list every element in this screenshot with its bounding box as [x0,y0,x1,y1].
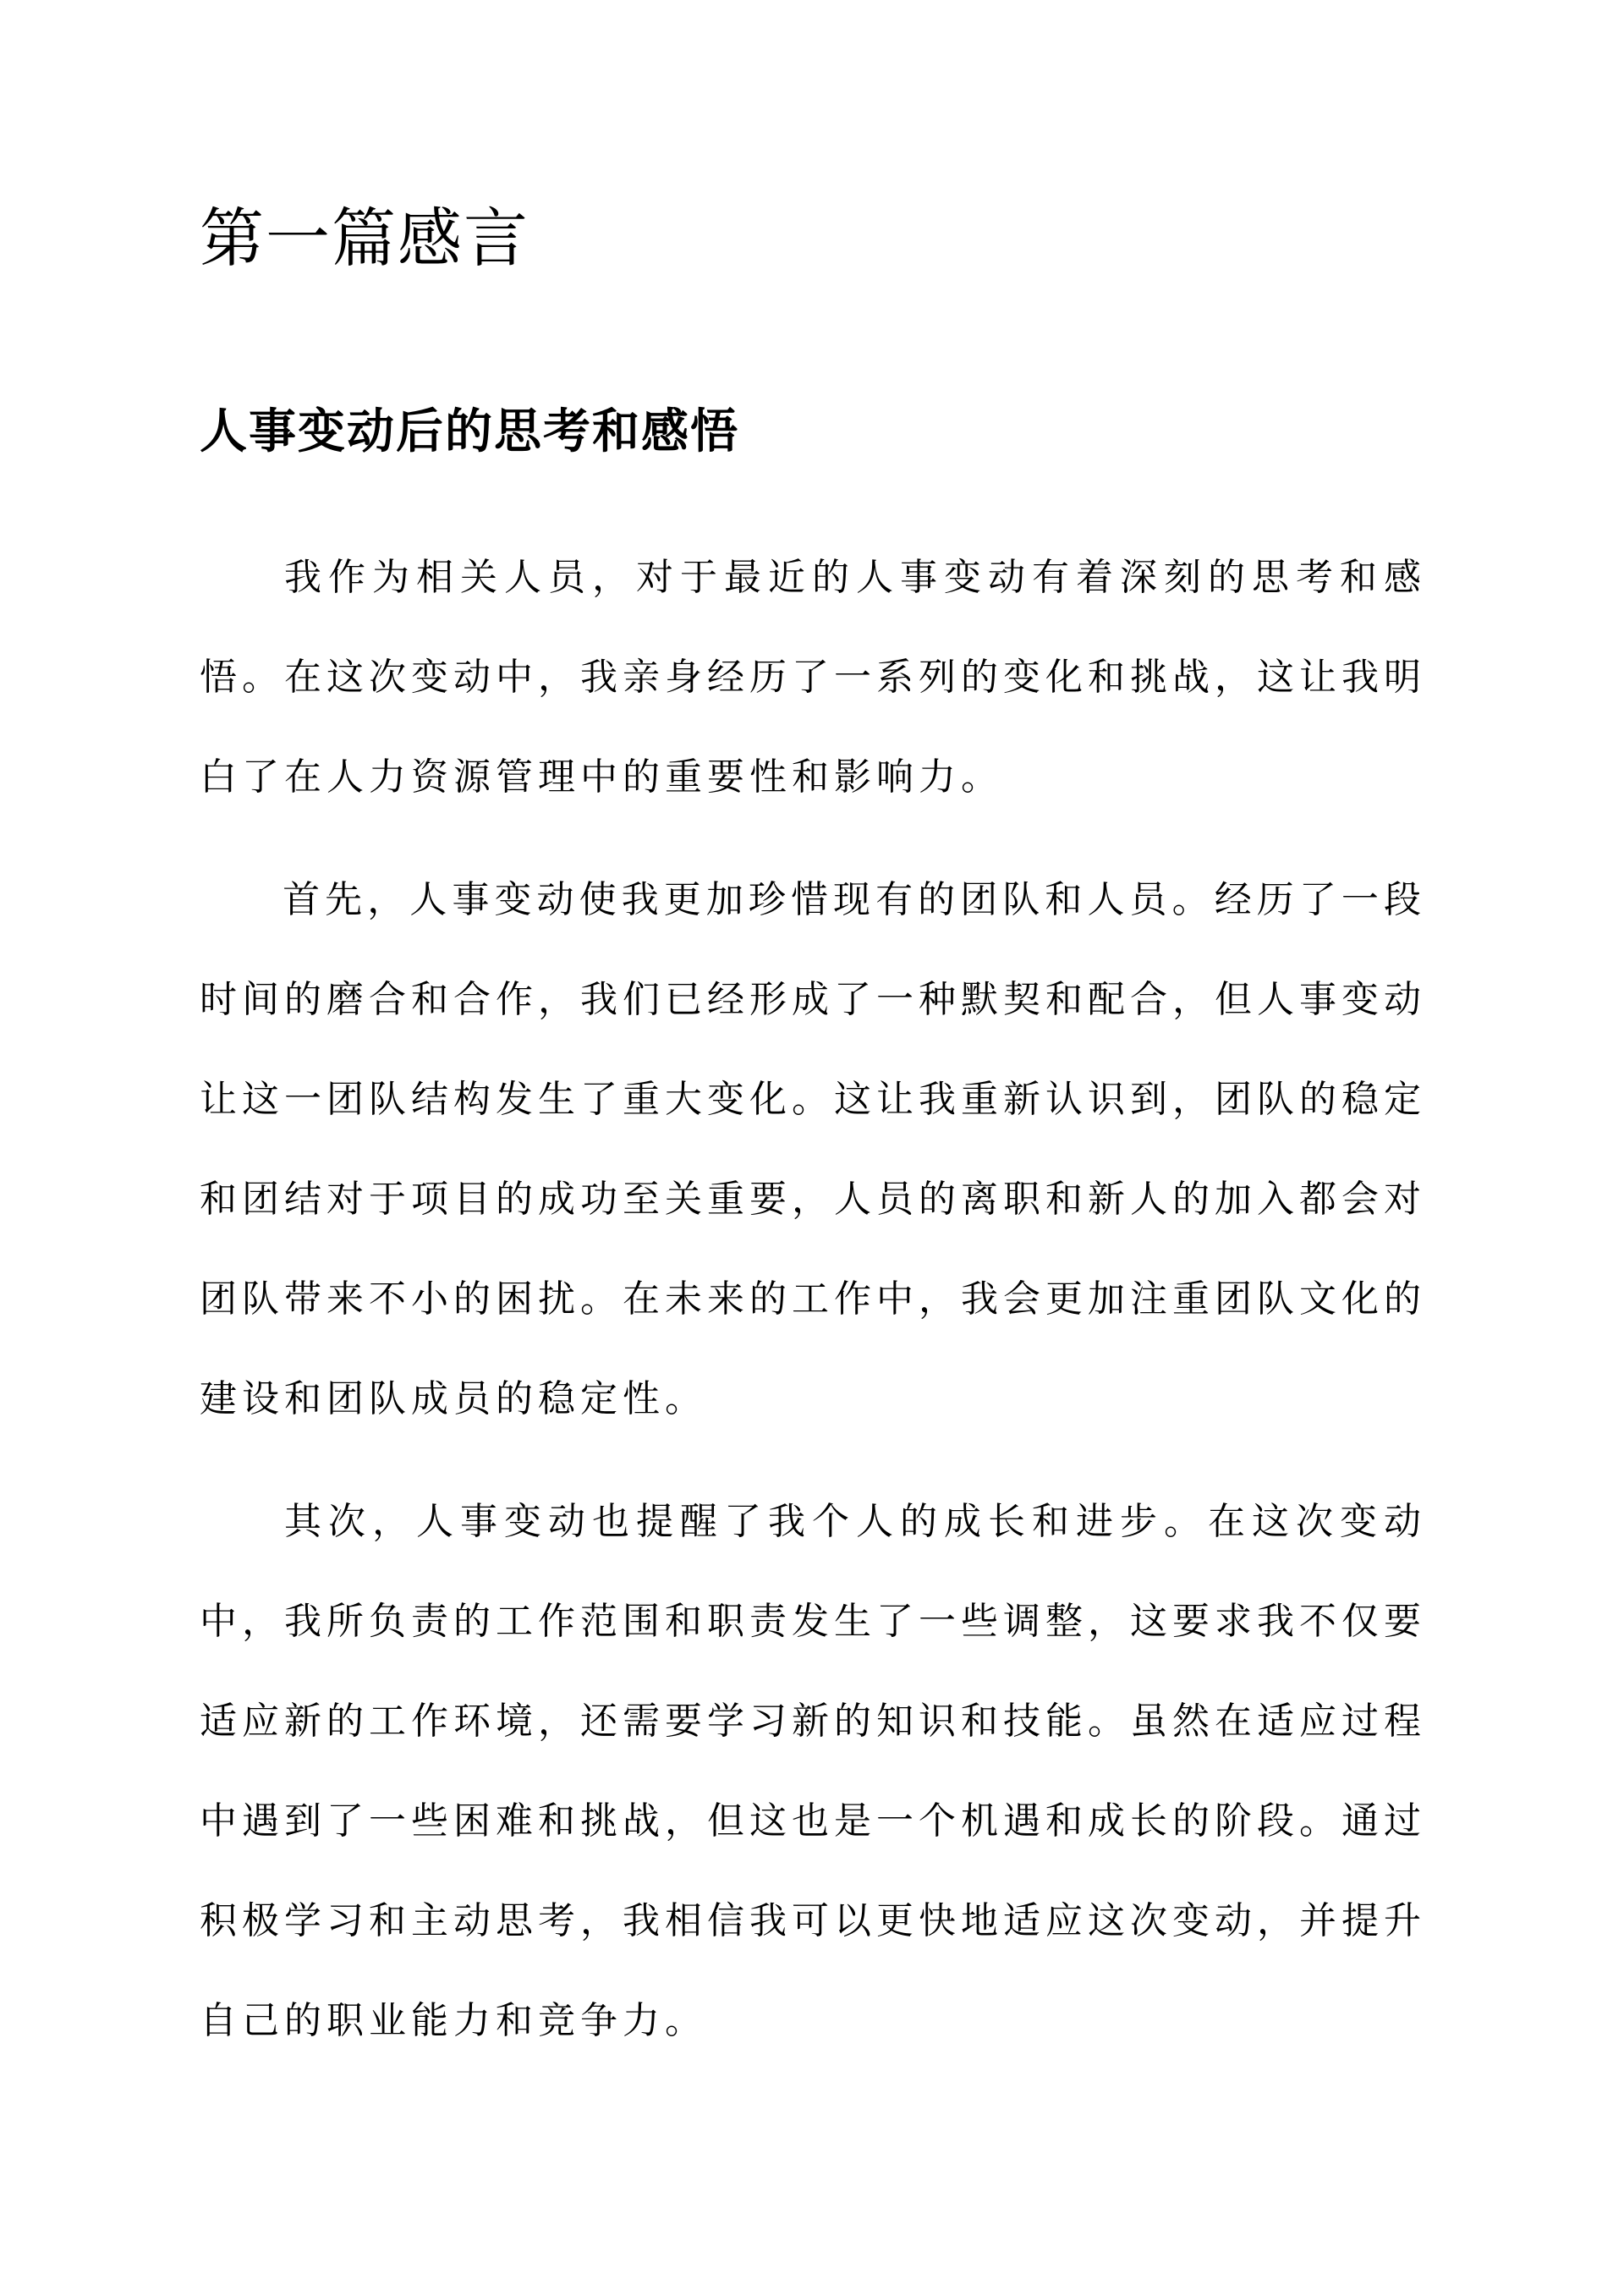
paragraph-2 [200,850,1426,1449]
paragraph-3 [200,1472,1426,2071]
paragraph-1-text: 我作为相关人员，对于最近的人事变动有着深刻的思考和感悟。在这次变动中，我亲身经历了一系列的变化和挑战，这让我明白了在人力资源管理中的重要性和影响力。 [200,556,1426,799]
paragraph-3-text: 其次，人事变动也提醒了我个人的成长和进步。在这次变动中，我所负责的工作范围和职责发生了一些调整，这要求我不仅要适应新的工作环境，还需要学习新的知识和技能。虽然在适应过程中遇到了一些困难和挑战，但这也是一个机遇和成长的阶段。通过积极学习和主动思考，我相信我可以更快地适应这次变动，并提升自己的职业能力和竞争力。 [200,1500,1426,2042]
document-title: 第一篇感言 [200,200,529,276]
paragraph-2-text: 首先，人事变动使我更加珍惜现有的团队和人员。经历了一段时间的磨合和合作，我们已经形成了一种默契和配合，但人事变动让这一团队结构发生了重大变化。这让我重新认识到，团队的稳定和团结对于项目的成功至关重要，人员的离职和新人的加入都会对团队带来不小的困扰。在未来的工作中，我会更加注重团队文化的建设和团队成员的稳定性。 [200,878,1426,1420]
document-subtitle: 人事变动后的思考和感悟 [200,404,739,459]
paragraph-1 [200,528,1426,827]
